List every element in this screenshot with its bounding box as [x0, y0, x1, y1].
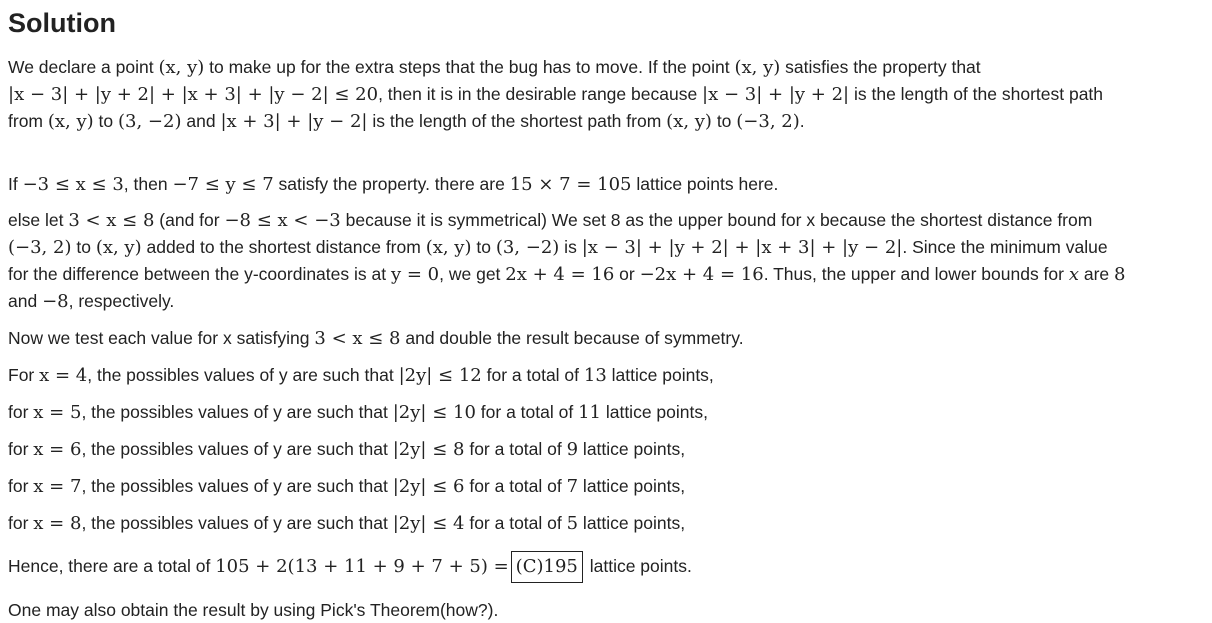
text: for the difference between the y-coordinates is at: [8, 264, 391, 284]
text: , the possibles values of y are such that: [81, 513, 393, 533]
math: |x − 3| + |y + 2| + |x + 3| + |y − 2| ≤ 20: [8, 84, 379, 105]
math: y = 0: [390, 264, 440, 285]
math: −7 ≤ y ≤ 7: [172, 174, 274, 195]
math: 9: [566, 439, 579, 460]
math: (3, −2): [118, 111, 182, 132]
math: |2y| ≤ 4: [392, 513, 465, 534]
text: for a total of: [464, 513, 567, 533]
math: 8: [1114, 264, 1126, 285]
math: x = 5: [33, 402, 82, 423]
text: , we get: [439, 264, 506, 284]
math: |x − 3| + |y + 2|: [702, 84, 850, 105]
text: lattice points,: [600, 402, 708, 422]
math: |2y| ≤ 6: [392, 476, 465, 497]
text: . Since the minimum value: [902, 237, 1108, 257]
math: (x, y): [734, 57, 781, 78]
text: One may also obtain the result by using Pick's Theorem(how?).: [8, 600, 499, 620]
text: is: [559, 237, 582, 257]
math: |2y| ≤ 10: [392, 402, 476, 423]
math: 3 < x ≤ 8: [314, 328, 401, 349]
text: . Thus, the upper and lower bounds for: [763, 264, 1069, 284]
text: is the length of the shortest path: [849, 84, 1104, 104]
case-row: [8, 510, 1204, 537]
math: 2x + 4 = 16: [505, 264, 615, 285]
text: and: [8, 291, 43, 311]
text: and double the result because of symmetry.: [400, 328, 744, 348]
text: lattice points here.: [631, 174, 779, 194]
math: −3 ≤ x ≤ 3: [22, 174, 124, 195]
math: (3, −2): [495, 237, 560, 258]
text: for a total of: [464, 439, 567, 459]
text: to: [71, 237, 96, 257]
math: 7: [566, 476, 579, 497]
paragraph-test-values: [8, 325, 1204, 352]
text: , respectively.: [68, 291, 175, 311]
text: , the possibles values of y are such that: [81, 476, 393, 496]
math: x = 6: [33, 439, 82, 460]
math: 3 < x ≤ 8: [68, 210, 155, 231]
math: (x, y): [95, 237, 142, 258]
text: lattice points,: [578, 476, 686, 496]
text: to: [711, 111, 737, 131]
math: |2y| ≤ 8: [392, 439, 465, 460]
math: (−3, 2): [8, 237, 72, 258]
math: 13: [583, 365, 607, 386]
text: For: [8, 365, 40, 385]
text: , the possibles values of y are such that: [81, 439, 393, 459]
math: x = 4: [39, 365, 88, 386]
text: are: [1079, 264, 1115, 284]
math: |2y| ≤ 12: [398, 365, 482, 386]
text: Hence, there are a total of: [8, 556, 216, 576]
math: (x, y): [425, 237, 472, 258]
text: for: [8, 402, 34, 422]
text: and: [181, 111, 221, 131]
case-row: [8, 473, 1204, 500]
text: added to the shortest distance from: [141, 237, 426, 257]
solution-heading: Solution: [8, 8, 116, 38]
math: −2x + 4 = 16: [639, 264, 764, 285]
text: We declare a point: [8, 57, 159, 77]
text: else let: [8, 210, 69, 230]
text: satisfy the property. there are: [273, 174, 510, 194]
math: 15 × 7 = 105: [509, 174, 632, 195]
paragraph-total: [8, 551, 1204, 583]
math: x = 8: [33, 513, 82, 534]
text: from: [8, 111, 48, 131]
text: satisfies the property that: [780, 57, 981, 77]
paragraph-picks-theorem: [8, 597, 1204, 623]
math: −8: [42, 291, 69, 312]
text: lattice points.: [584, 556, 692, 576]
math: |x + 3| + |y − 2|: [220, 111, 368, 132]
text: lattice points,: [578, 513, 686, 533]
text: , the possibles values of y are such that: [87, 365, 399, 385]
text: for: [8, 476, 34, 496]
text: for a total of: [475, 402, 579, 422]
math: x: [1068, 264, 1079, 285]
paragraph-setup: [8, 54, 1204, 135]
math: −8 ≤ x < −3: [224, 210, 341, 231]
math: (−3, 2): [736, 111, 800, 132]
math: |x − 3| + |y + 2| + |x + 3| + |y − 2|: [581, 237, 903, 258]
math: 105 + 2(13 + 11 + 9 + 7 + 5) =: [215, 556, 509, 577]
text: to: [471, 237, 496, 257]
text: , then: [123, 174, 173, 194]
case-row: [8, 399, 1204, 426]
text: lattice points,: [578, 439, 686, 459]
text: , the possibles values of y are such that: [81, 402, 393, 422]
text: Now we test each value for x satisfying: [8, 328, 315, 348]
case-row: [8, 362, 1204, 389]
text: If: [8, 174, 23, 194]
math: (x, y): [47, 111, 94, 132]
text: .: [799, 111, 805, 131]
paragraph-bounds: [8, 207, 1204, 315]
paragraph-central-region: [8, 171, 1204, 198]
math: 5: [566, 513, 579, 534]
text: to make up for the extra steps that the bug has to move. If the point: [204, 57, 735, 77]
text: lattice points,: [606, 365, 714, 385]
text: is the length of the shortest path from: [367, 111, 667, 131]
text: (and for: [154, 210, 225, 230]
math: x = 7: [33, 476, 82, 497]
text: for a total of: [464, 476, 567, 496]
math: (x, y): [158, 57, 205, 78]
text: for: [8, 513, 34, 533]
case-row: [8, 436, 1204, 463]
text: to: [93, 111, 119, 131]
boxed-answer: (C)195: [511, 551, 583, 583]
text: , then it is in the desirable range because: [378, 84, 703, 104]
text: for a total of: [481, 365, 584, 385]
math: (x, y): [666, 111, 712, 132]
text: for: [8, 439, 34, 459]
math: 11: [578, 402, 601, 423]
text: or: [614, 264, 640, 284]
text: because it is symmetrical) We set 8 as the upper bound for x because the shortest distance from: [340, 210, 1093, 230]
